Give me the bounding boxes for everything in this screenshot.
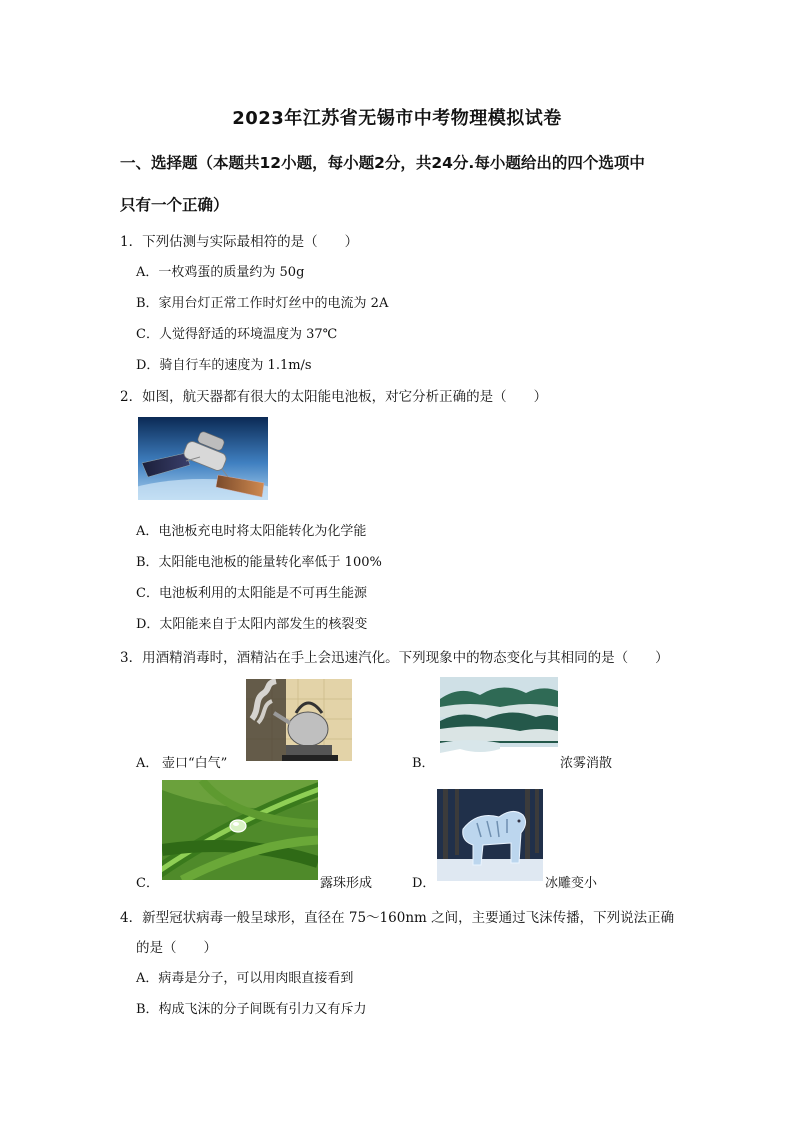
dew-on-grass-image [162,780,318,880]
fog-over-mountains-image [440,677,558,765]
question-3-stem: 3．用酒精消毒时，酒精沾在手上会迅速汽化。下列现象中的物态变化与其相同的是（ ） [120,650,669,666]
question-3-option-c-text: 露珠形成 [320,876,373,891]
question-1-option-d: D．骑自行车的速度为 1.1m/s [136,358,312,373]
question-3-option-b-text: 浓雾消散 [560,756,613,771]
question-2-option-d: D．太阳能来自于太阳内部发生的核裂变 [136,617,368,632]
question-3-option-d-text: 冰雕变小 [545,876,598,891]
question-4-option-a: A．病毒是分子，可以用肉眼直接看到 [136,971,354,986]
question-3-option-b-letter: B． [412,756,435,771]
question-3-option-a-letter: A． [136,756,159,771]
question-3-option-d-letter: D． [412,876,436,891]
question-1-stem: 1．下列估测与实际最相符的是（ ） [120,234,359,250]
spacecraft-solar-panel-image [138,417,268,500]
section-heading-line-2: 只有一个正确） [120,196,229,214]
question-2-option-c: C．电池板利用的太阳能是不可再生能源 [136,586,367,601]
question-4-stem: 4．新型冠状病毒一般呈球形，直径在 75～160nm 之间，主要通过飞沫传播，下列说法正确 [120,910,675,926]
question-4-option-b: B．构成飞沫的分子间既有引力又有斥力 [136,1002,367,1017]
question-2-option-a: A．电池板充电时将太阳能转化为化学能 [136,524,367,539]
question-2-stem: 2．如图，航天器都有很大的太阳能电池板，对它分析正确的是（ ） [120,389,548,405]
section-heading-line-1: 一、选择题（本题共12小题，每小题2分，共24分.每小题给出的四个选项中 [120,154,645,172]
kettle-steam-image [246,679,352,761]
question-1-option-a: A．一枚鸡蛋的质量约为 50g [136,265,305,280]
question-2-option-b: B．太阳能电池板的能量转化率低于 100% [136,555,382,570]
ice-sculpture-tiger-image [437,789,543,881]
page-title: 2023年江苏省无锡市中考物理模拟试卷 [232,108,562,129]
question-1-option-c: C．人觉得舒适的环境温度为 37℃ [136,327,338,342]
question-3-option-a-text: 壶口“白气” [162,756,228,771]
question-4-stem-continued: 的是（ ） [136,940,217,956]
question-1-option-b: B．家用台灯正常工作时灯丝中的电流为 2A [136,296,389,311]
question-3-option-c-letter: C． [136,876,159,891]
